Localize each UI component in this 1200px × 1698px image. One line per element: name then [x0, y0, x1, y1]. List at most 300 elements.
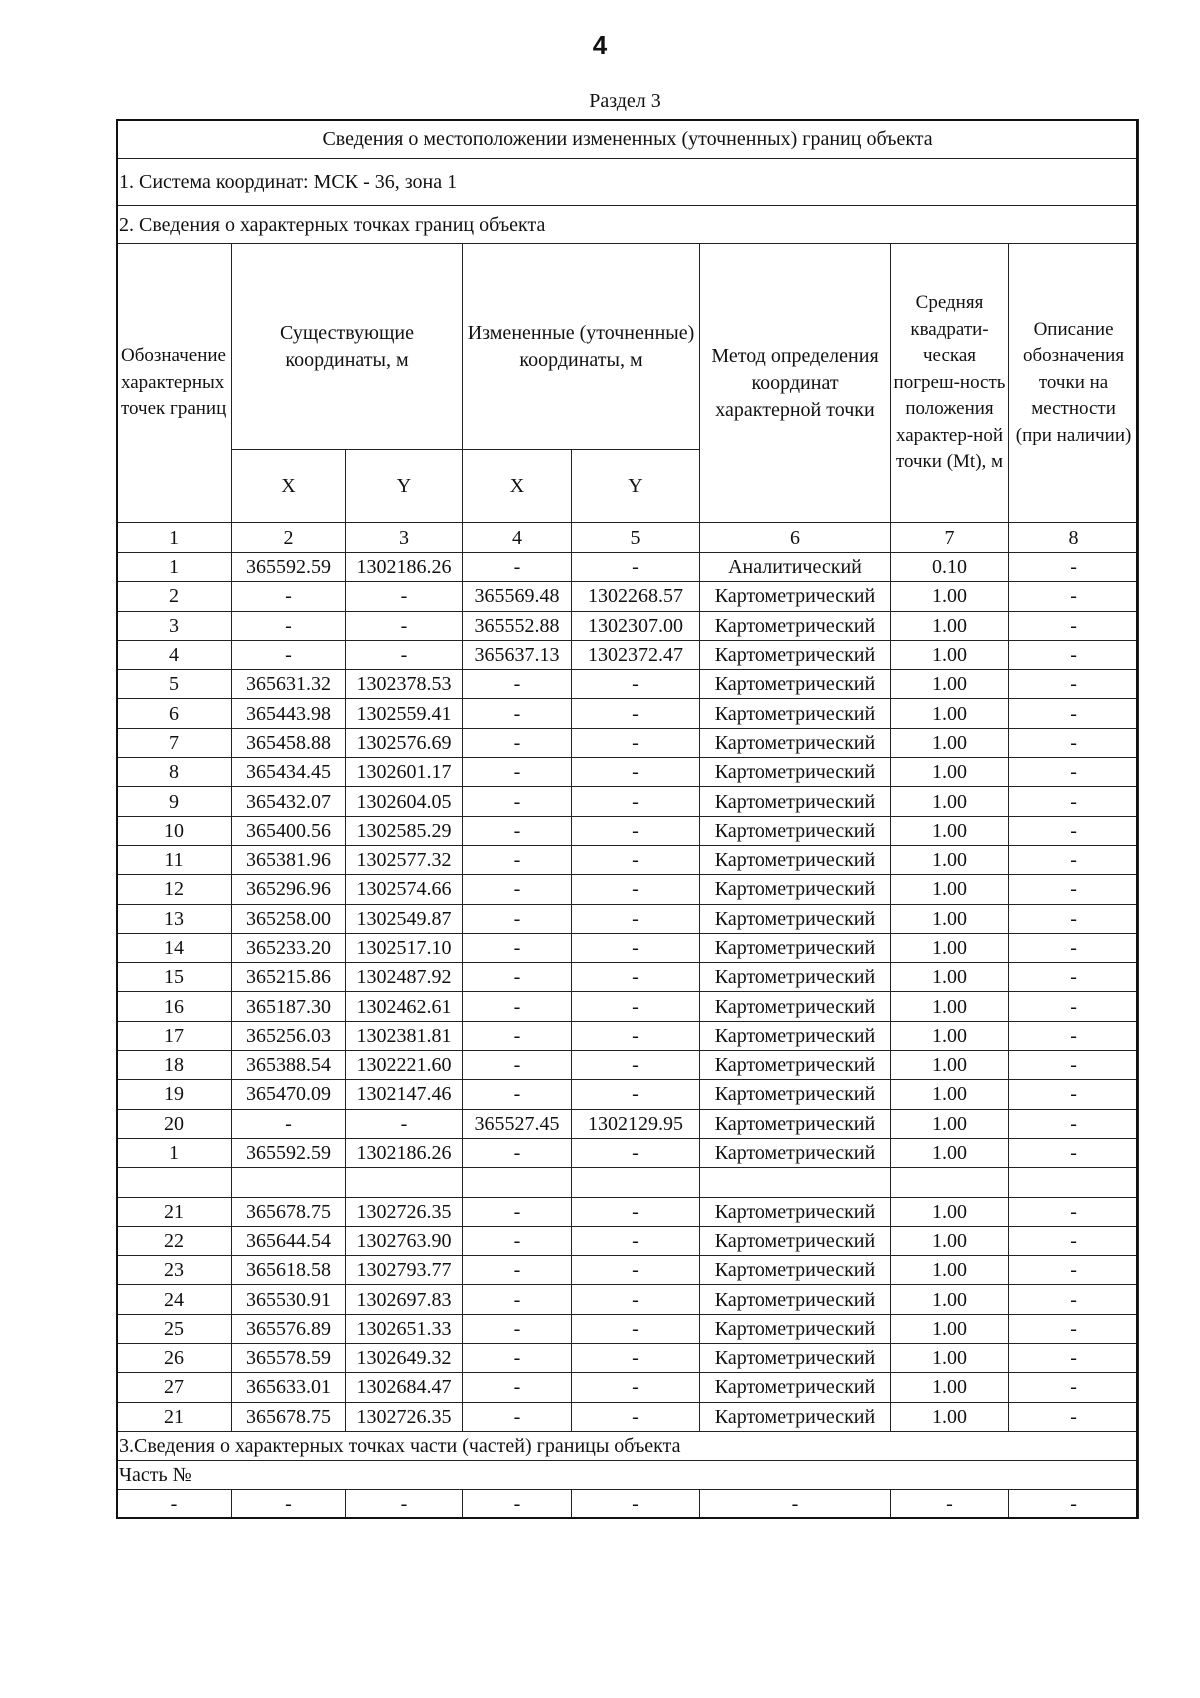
table-cell: 1.00 — [891, 787, 1009, 816]
table-row — [117, 1314, 1139, 1343]
table-row — [117, 640, 1139, 669]
header-changed-y: Y — [572, 450, 700, 523]
table-cell: - — [1009, 1109, 1139, 1138]
table-cell: - — [1009, 787, 1139, 816]
table-cell: - — [572, 1226, 700, 1255]
table-cell: 365678.75 — [232, 1197, 346, 1226]
table-cell: 18 — [117, 1051, 232, 1080]
table-cell: - — [463, 1021, 572, 1050]
table-cell: - — [572, 1344, 700, 1373]
table-cell: - — [463, 728, 572, 757]
table-cell: 3 — [117, 611, 232, 640]
table-cell: 1302726.35 — [346, 1402, 463, 1431]
header-existing-coords: Существующие координаты, м — [232, 244, 463, 450]
table-cell: - — [117, 1489, 232, 1518]
table-cell: - — [572, 904, 700, 933]
table-cell: - — [1009, 1402, 1139, 1431]
table-cell: 21 — [117, 1402, 232, 1431]
table-cell: - — [346, 1489, 463, 1518]
table-cell: - — [463, 1314, 572, 1343]
table-cell: 11 — [117, 845, 232, 874]
table-row — [117, 582, 1139, 611]
table-cell: 1.00 — [891, 728, 1009, 757]
table-cell: - — [463, 787, 572, 816]
table-cell: 4 — [117, 640, 232, 669]
table-cell: 365187.30 — [232, 992, 346, 1021]
points-heading: 2. Сведения о характерных точках границ объекта — [117, 206, 1139, 244]
table-row — [117, 816, 1139, 845]
column-number: 6 — [700, 523, 891, 553]
table-cell: Картометрический — [700, 1051, 891, 1080]
table-cell: 1.00 — [891, 1051, 1009, 1080]
table-cell: 1.00 — [891, 611, 1009, 640]
table-cell: 1302186.26 — [346, 553, 463, 582]
table-cell: 1302147.46 — [346, 1080, 463, 1109]
table-cell: - — [572, 1402, 700, 1431]
table-cell: 365637.13 — [463, 640, 572, 669]
table-cell: 1.00 — [891, 1021, 1009, 1050]
table-cell: 8 — [117, 758, 232, 787]
table-cell: - — [346, 582, 463, 611]
table-cell: - — [1009, 1051, 1139, 1080]
table-row — [117, 1080, 1139, 1109]
table-cell — [700, 1168, 891, 1197]
table-cell — [1009, 1168, 1139, 1197]
table-cell: - — [572, 553, 700, 582]
part-number-label: Часть № — [117, 1460, 1139, 1489]
header-existing-x: X — [232, 450, 346, 523]
table-cell: 365233.20 — [232, 933, 346, 962]
table-cell: 5 — [117, 670, 232, 699]
table-cell: - — [1009, 1138, 1139, 1167]
table-separator-row — [117, 1168, 1139, 1197]
table-cell: - — [463, 758, 572, 787]
table-cell: 1302129.95 — [572, 1109, 700, 1138]
table-cell — [232, 1168, 346, 1197]
table-cell: - — [463, 816, 572, 845]
table-cell: Картометрический — [700, 787, 891, 816]
header-point-designation: Обозначение характерных точек границ — [117, 244, 232, 523]
column-number: 3 — [346, 523, 463, 553]
table-cell: - — [463, 1402, 572, 1431]
table-cell: 365569.48 — [463, 582, 572, 611]
table-cell: 1.00 — [891, 1080, 1009, 1109]
table-cell: Аналитический — [700, 553, 891, 582]
column-number: 5 — [572, 523, 700, 553]
table-cell: 1.00 — [891, 1197, 1009, 1226]
table-cell: 365443.98 — [232, 699, 346, 728]
table-cell: - — [346, 611, 463, 640]
table-cell: - — [1009, 582, 1139, 611]
table-cell: 365530.91 — [232, 1285, 346, 1314]
table-row — [117, 758, 1139, 787]
table-cell: - — [572, 787, 700, 816]
table-cell: Картометрический — [700, 582, 891, 611]
table-cell: - — [572, 875, 700, 904]
table-cell — [346, 1168, 463, 1197]
table-cell: - — [463, 1489, 572, 1518]
table-cell: 1302559.41 — [346, 699, 463, 728]
table-cell: Картометрический — [700, 1344, 891, 1373]
table-cell: - — [1009, 758, 1139, 787]
table-cell: - — [572, 758, 700, 787]
table-cell: 1302793.77 — [346, 1256, 463, 1285]
table-row — [117, 1197, 1139, 1226]
coordinate-system: 1. Система координат: МСК - 36, зона 1 — [117, 159, 1139, 206]
table-cell: 1302651.33 — [346, 1314, 463, 1343]
table-cell: Картометрический — [700, 904, 891, 933]
table-cell: - — [1009, 1373, 1139, 1402]
table-cell: 1.00 — [891, 582, 1009, 611]
table-cell: - — [891, 1489, 1009, 1518]
table-cell: 1.00 — [891, 1138, 1009, 1167]
table-cell: 1302462.61 — [346, 992, 463, 1021]
table-cell: - — [572, 728, 700, 757]
table-cell: 1302601.17 — [346, 758, 463, 787]
table-cell: 17 — [117, 1021, 232, 1050]
table-cell: - — [463, 875, 572, 904]
table-cell: 1302649.32 — [346, 1344, 463, 1373]
table-cell: 365458.88 — [232, 728, 346, 757]
header-changed-x: X — [463, 450, 572, 523]
table-cell: Картометрический — [700, 845, 891, 874]
table-cell: 1302576.69 — [346, 728, 463, 757]
parts-row — [117, 1489, 1139, 1518]
table-cell: 12 — [117, 875, 232, 904]
table-row — [117, 553, 1139, 582]
table-cell: - — [572, 1051, 700, 1080]
table-cell: Картометрический — [700, 699, 891, 728]
table-cell: 365644.54 — [232, 1226, 346, 1255]
table-cell: - — [1009, 640, 1139, 669]
table-title: Сведения о местоположении измененных (уточненных) границ объекта — [117, 120, 1139, 159]
table-cell: Картометрический — [700, 933, 891, 962]
table-cell: - — [1009, 699, 1139, 728]
table-cell: 1302381.81 — [346, 1021, 463, 1050]
table-cell: - — [1009, 904, 1139, 933]
table-cell: 365434.45 — [232, 758, 346, 787]
table-row — [117, 670, 1139, 699]
header-description: Описание обозначения точки на местности (при наличии) — [1009, 244, 1139, 523]
table-cell: - — [1009, 1021, 1139, 1050]
table-cell: 365592.59 — [232, 1138, 346, 1167]
table-cell: - — [1009, 670, 1139, 699]
table-row — [117, 1373, 1139, 1402]
table-cell: - — [463, 1373, 572, 1402]
table-cell: - — [572, 1373, 700, 1402]
table-cell: - — [232, 640, 346, 669]
table-cell: Картометрический — [700, 1080, 891, 1109]
table-cell: Картометрический — [700, 875, 891, 904]
table-cell: 10 — [117, 816, 232, 845]
table-cell: Картометрический — [700, 1402, 891, 1431]
table-cell: 1 — [117, 1138, 232, 1167]
table-cell: 1 — [117, 553, 232, 582]
table-cell: 365527.45 — [463, 1109, 572, 1138]
table-cell: - — [463, 992, 572, 1021]
table-cell: - — [1009, 1226, 1139, 1255]
table-cell: 24 — [117, 1285, 232, 1314]
table-cell: - — [572, 1080, 700, 1109]
table-row — [117, 728, 1139, 757]
table-row — [117, 963, 1139, 992]
table-cell: 1.00 — [891, 1256, 1009, 1285]
table-cell: 1302726.35 — [346, 1197, 463, 1226]
table-cell: 21 — [117, 1197, 232, 1226]
table-row — [117, 1226, 1139, 1255]
table-cell: 1302378.53 — [346, 670, 463, 699]
table-cell: 1.00 — [891, 1314, 1009, 1343]
table-cell: 365215.86 — [232, 963, 346, 992]
table-cell — [117, 1168, 232, 1197]
header-method: Метод определения координат характерной точки — [700, 244, 891, 523]
table-row — [117, 699, 1139, 728]
table-cell: 1.00 — [891, 758, 1009, 787]
table-cell: 1.00 — [891, 1226, 1009, 1255]
table-cell: - — [463, 699, 572, 728]
table-cell: - — [1009, 1256, 1139, 1285]
table-cell: Картометрический — [700, 992, 891, 1021]
table-cell: 9 — [117, 787, 232, 816]
table-cell: - — [463, 553, 572, 582]
table-cell: 1302684.47 — [346, 1373, 463, 1402]
table-cell: - — [346, 640, 463, 669]
table-cell: 365388.54 — [232, 1051, 346, 1080]
table-cell: 7 — [117, 728, 232, 757]
column-numbers-row — [117, 523, 1139, 553]
table-cell: Картометрический — [700, 1373, 891, 1402]
table-cell: 1.00 — [891, 670, 1009, 699]
table-cell: 2 — [117, 582, 232, 611]
table-cell: Картометрический — [700, 728, 891, 757]
table-cell: - — [232, 1489, 346, 1518]
table-cell: - — [463, 1080, 572, 1109]
table-cell: 1302268.57 — [572, 582, 700, 611]
table-cell: - — [1009, 1344, 1139, 1373]
table-cell: - — [1009, 1197, 1139, 1226]
table-cell: - — [1009, 816, 1139, 845]
table-cell: 1302517.10 — [346, 933, 463, 962]
table-cell: 1.00 — [891, 640, 1009, 669]
table-row — [117, 1256, 1139, 1285]
table-cell: 1.00 — [891, 816, 1009, 845]
table-cell: Картометрический — [700, 1138, 891, 1167]
table-cell: Картометрический — [700, 670, 891, 699]
table-cell: - — [346, 1109, 463, 1138]
table-cell: 1.00 — [891, 1344, 1009, 1373]
table-cell: 365381.96 — [232, 845, 346, 874]
table-row — [117, 992, 1139, 1021]
table-cell: 1302221.60 — [346, 1051, 463, 1080]
table-cell: - — [232, 582, 346, 611]
table-cell: Картометрический — [700, 758, 891, 787]
table-cell: 365432.07 — [232, 787, 346, 816]
table-cell: - — [572, 933, 700, 962]
table-cell: 1302763.90 — [346, 1226, 463, 1255]
table-cell: - — [463, 1344, 572, 1373]
table-cell: - — [463, 1138, 572, 1167]
table-row — [117, 1051, 1139, 1080]
table-cell: Картометрический — [700, 640, 891, 669]
table-cell — [463, 1168, 572, 1197]
table-cell: 26 — [117, 1344, 232, 1373]
table-cell: Картометрический — [700, 816, 891, 845]
table-cell: 1.00 — [891, 1109, 1009, 1138]
table-cell: - — [232, 1109, 346, 1138]
table-cell: 365258.00 — [232, 904, 346, 933]
table-cell: 1.00 — [891, 992, 1009, 1021]
table-cell: 1.00 — [891, 933, 1009, 962]
table-cell: Картометрический — [700, 1285, 891, 1314]
section-label: Раздел 3 — [589, 90, 661, 112]
table-cell: - — [572, 699, 700, 728]
table-cell: 25 — [117, 1314, 232, 1343]
table-cell: - — [572, 963, 700, 992]
table-cell: - — [1009, 992, 1139, 1021]
table-row — [117, 1402, 1139, 1431]
table-row — [117, 611, 1139, 640]
table-cell: - — [463, 1197, 572, 1226]
table-cell — [572, 1168, 700, 1197]
table-cell: 22 — [117, 1226, 232, 1255]
table-cell: 1.00 — [891, 1402, 1009, 1431]
column-number: 1 — [117, 523, 232, 553]
table-row — [117, 875, 1139, 904]
table-cell: - — [463, 845, 572, 874]
table-cell: 1302372.47 — [572, 640, 700, 669]
table-cell: - — [1009, 1314, 1139, 1343]
table-cell: 16 — [117, 992, 232, 1021]
table-cell: 19 — [117, 1080, 232, 1109]
table-cell: 1.00 — [891, 699, 1009, 728]
table-cell: Картометрический — [700, 963, 891, 992]
table-cell: - — [572, 1285, 700, 1314]
table-row — [117, 1021, 1139, 1050]
table-cell: - — [1009, 611, 1139, 640]
table-cell: - — [572, 1256, 700, 1285]
table-cell — [891, 1168, 1009, 1197]
table-cell: 1302549.87 — [346, 904, 463, 933]
table-cell: - — [463, 963, 572, 992]
header-mse: Средняя квадрати-ческая погреш-ность положения характер-ной точки (Mt), м — [891, 244, 1009, 523]
table-cell: - — [1009, 728, 1139, 757]
table-cell: 365633.01 — [232, 1373, 346, 1402]
table-cell: - — [463, 933, 572, 962]
table-cell: 365552.88 — [463, 611, 572, 640]
table-cell: 15 — [117, 963, 232, 992]
column-number: 7 — [891, 523, 1009, 553]
table-cell: 13 — [117, 904, 232, 933]
table-row — [117, 787, 1139, 816]
table-cell: - — [1009, 1489, 1139, 1518]
table-cell: Картометрический — [700, 1226, 891, 1255]
table-cell: 365296.96 — [232, 875, 346, 904]
table-row — [117, 1344, 1139, 1373]
table-cell: 1302307.00 — [572, 611, 700, 640]
table-cell: 1302186.26 — [346, 1138, 463, 1167]
table-cell: 1.00 — [891, 1373, 1009, 1402]
table-cell: - — [463, 1226, 572, 1255]
table-cell: - — [232, 611, 346, 640]
table-cell: 365631.32 — [232, 670, 346, 699]
table-cell: - — [1009, 933, 1139, 962]
table-cell: Картометрический — [700, 1109, 891, 1138]
table-cell: 1.00 — [891, 1285, 1009, 1314]
table-cell: - — [700, 1489, 891, 1518]
table-cell: - — [572, 1021, 700, 1050]
table-cell: - — [572, 1489, 700, 1518]
header-changed-coords: Измененные (уточненные) координаты, м — [463, 244, 700, 450]
table-cell: 1.00 — [891, 845, 1009, 874]
table-cell: - — [572, 1314, 700, 1343]
table-cell: - — [572, 1197, 700, 1226]
table-cell: - — [463, 1256, 572, 1285]
table-cell: - — [463, 904, 572, 933]
table-cell: 1.00 — [891, 875, 1009, 904]
table-cell: 20 — [117, 1109, 232, 1138]
table-cell: - — [572, 816, 700, 845]
table-cell: 365618.58 — [232, 1256, 346, 1285]
table-cell: 14 — [117, 933, 232, 962]
boundary-points-table — [116, 119, 1139, 1519]
column-number: 2 — [232, 523, 346, 553]
table-cell: 27 — [117, 1373, 232, 1402]
table-row — [117, 933, 1139, 962]
table-cell: - — [1009, 1285, 1139, 1314]
table-cell: 1302577.32 — [346, 845, 463, 874]
table-cell: 1.00 — [891, 904, 1009, 933]
table-cell: - — [572, 992, 700, 1021]
table-cell: Картометрический — [700, 1256, 891, 1285]
table-cell: - — [1009, 963, 1139, 992]
table-cell: - — [463, 670, 572, 699]
table-cell: - — [572, 670, 700, 699]
table-cell: Картометрический — [700, 1197, 891, 1226]
table-cell: 1.00 — [891, 963, 1009, 992]
column-number: 8 — [1009, 523, 1139, 553]
table-cell: - — [1009, 875, 1139, 904]
table-cell: - — [1009, 553, 1139, 582]
table-cell: - — [572, 845, 700, 874]
table-cell: 0.10 — [891, 553, 1009, 582]
table-row — [117, 1138, 1139, 1167]
table-cell: 365592.59 — [232, 553, 346, 582]
table-row — [117, 904, 1139, 933]
table-cell: - — [1009, 845, 1139, 874]
table-cell: 1302697.83 — [346, 1285, 463, 1314]
table-cell: 365470.09 — [232, 1080, 346, 1109]
table-cell: 23 — [117, 1256, 232, 1285]
table-cell: Картометрический — [700, 611, 891, 640]
table-cell: 365400.56 — [232, 816, 346, 845]
table-cell: - — [463, 1051, 572, 1080]
table-cell: - — [572, 1138, 700, 1167]
table-cell: - — [463, 1285, 572, 1314]
table-cell: Картометрический — [700, 1314, 891, 1343]
column-number: 4 — [463, 523, 572, 553]
table-cell: 1302585.29 — [346, 816, 463, 845]
parts-heading: 3.Сведения о характерных точках части (частей) границы объекта — [117, 1431, 1139, 1460]
table-cell: 365578.59 — [232, 1344, 346, 1373]
table-cell: 365256.03 — [232, 1021, 346, 1050]
table-cell: 1302574.66 — [346, 875, 463, 904]
table-row — [117, 1109, 1139, 1138]
table-cell: 365678.75 — [232, 1402, 346, 1431]
table-cell: 1302604.05 — [346, 787, 463, 816]
table-cell: 1302487.92 — [346, 963, 463, 992]
table-cell: - — [1009, 1080, 1139, 1109]
header-existing-y: Y — [346, 450, 463, 523]
